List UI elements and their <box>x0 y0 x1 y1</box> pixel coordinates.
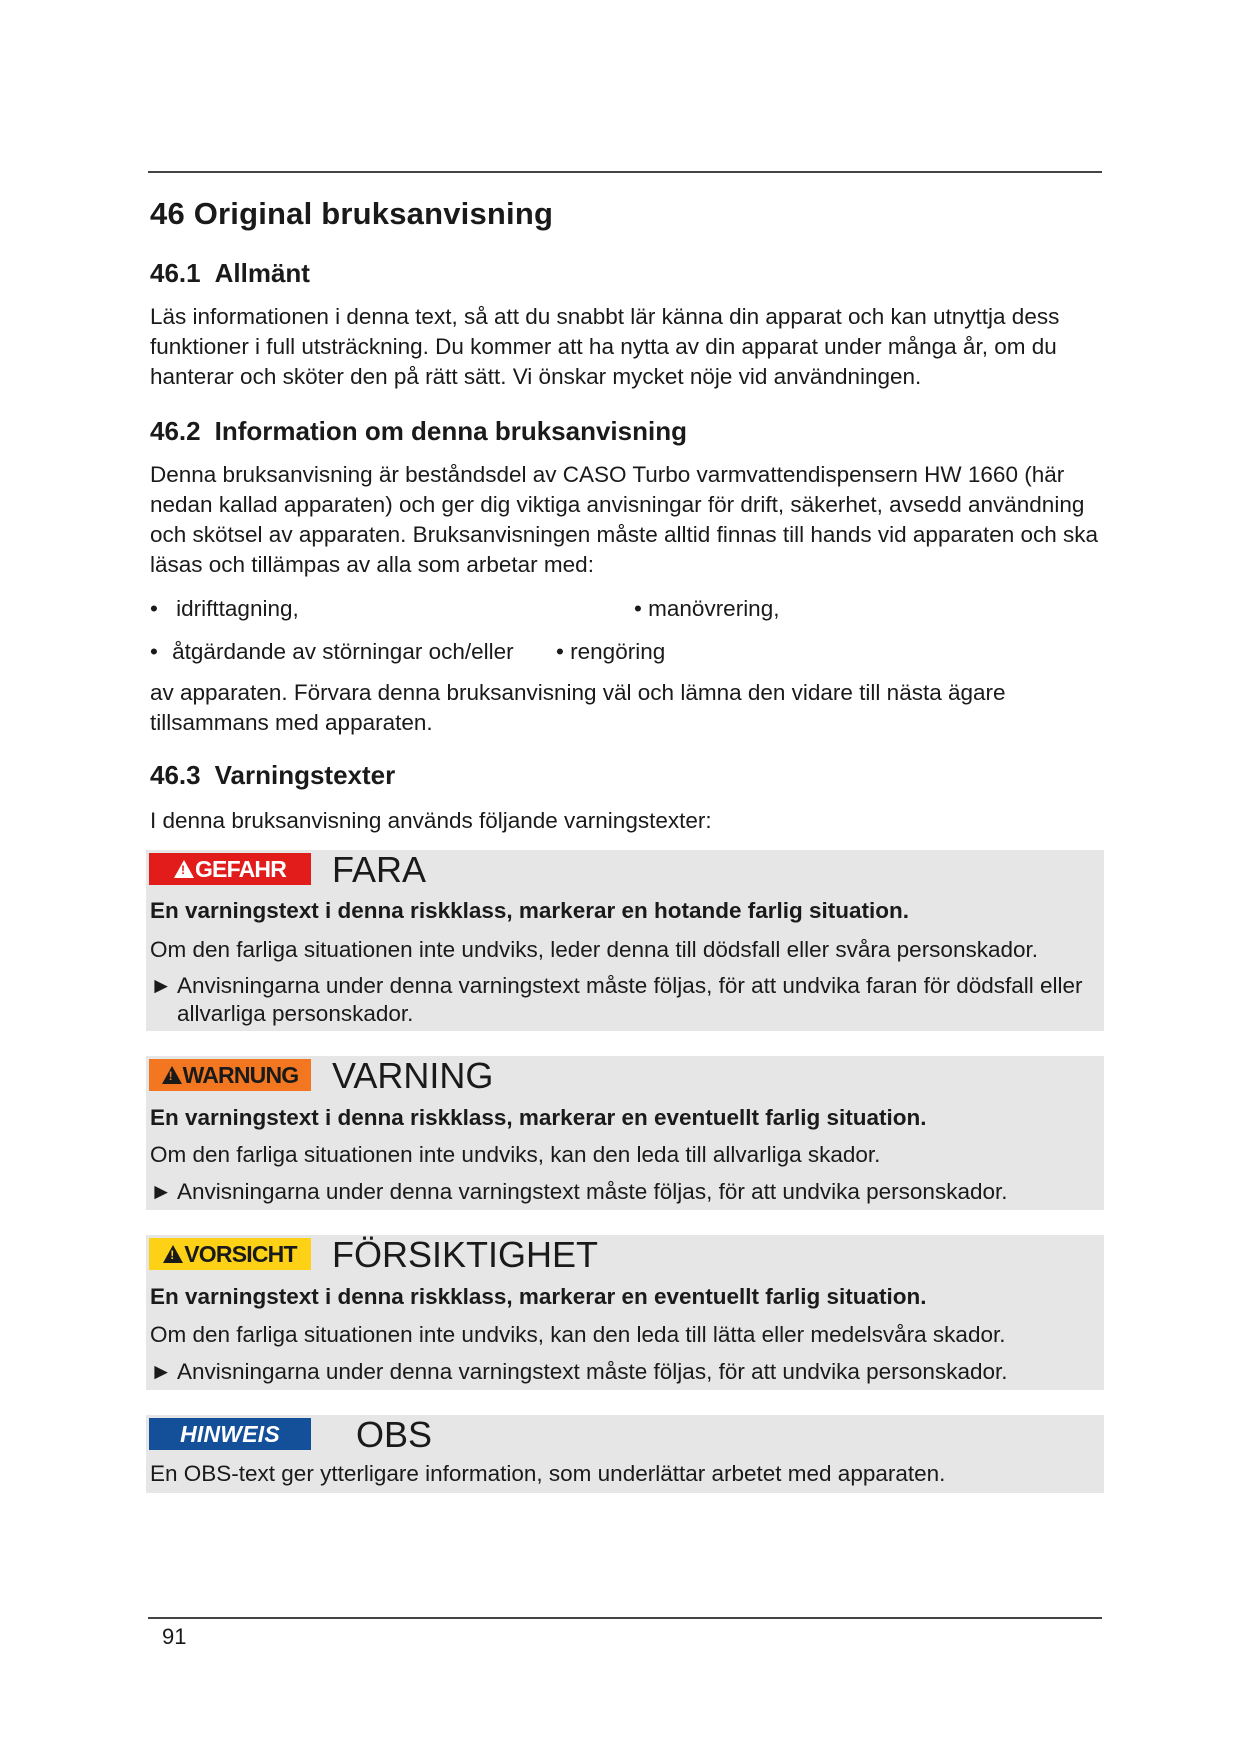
section-title: Varningstexter <box>214 760 396 790</box>
warning-instruction <box>150 972 1100 1028</box>
bullet-item <box>556 637 665 667</box>
notice-box <box>146 1415 1104 1493</box>
notice-badge <box>149 1418 311 1450</box>
section-title: Information om denna bruksanvisning <box>214 416 687 446</box>
warning-instruction <box>150 1178 1100 1206</box>
section-heading-warnings <box>150 760 395 791</box>
section-manual-info-after-text: av apparaten. Förvara denna bruksanvisning väl och lämna den vidare till nästa ägare tillsammans med apparaten. <box>150 680 1006 735</box>
warning-box-warning <box>146 1056 1104 1210</box>
chapter-title: 46 Original bruksanvisning <box>150 196 554 231</box>
instruction-text: Anvisningarna under denna varningstext måste följas, för att undvika personskador. <box>177 1359 1008 1384</box>
notice-text: En OBS-text ger ytterligare information, som underlättar arbetet med apparaten. <box>150 1461 946 1486</box>
warning-box-caution <box>146 1235 1104 1390</box>
section-warnings-text: I denna bruksanvisning används följande varningstexter: <box>150 808 712 833</box>
bullet-text: manövrering, <box>648 596 780 621</box>
section-title: Allmänt <box>214 258 310 288</box>
warning-badge <box>149 1059 311 1091</box>
instruction-arrow-icon: ► <box>150 1359 173 1384</box>
instruction-text: Anvisningarna under denna varningstext måste följas, för att undvika faran för dödsfall eller allvarliga personskador. <box>177 973 1083 1026</box>
bullet-item <box>150 637 514 667</box>
bullet-marker: • <box>556 639 564 664</box>
badge-label: VORSICHT <box>184 1241 297 1267</box>
warning-title: FÖRSIKTIGHET <box>332 1234 599 1275</box>
header-rule <box>148 171 1102 173</box>
section-general-text: Läs informationen i denna text, så att du snabbt lär känna din apparat och kan utnyttja dess funktioner i full utsträckning. Du kommer att ha nytta av din apparat under många år, om du hanterar och sköter den på rätt sätt. Vi önskar mycket nöje vid användningen. <box>150 304 1060 389</box>
warning-title: VARNING <box>332 1055 494 1096</box>
warning-lead: En varningstext i denna riskklass, markerar en eventuellt farlig situation. <box>150 1284 927 1309</box>
section-heading-general <box>150 258 310 289</box>
warning-text: Om den farliga situationen inte undviks, kan den leda till lätta eller medelsvåra skador. <box>150 1322 1006 1347</box>
badge-label: WARNUNG <box>182 1062 299 1088</box>
page-number: 91 <box>162 1624 187 1649</box>
warning-text: Om den farliga situationen inte undviks, leder denna till dödsfall eller svåra personskador. <box>150 937 1039 962</box>
badge-label: HINWEIS <box>180 1421 280 1447</box>
instruction-text: Anvisningarna under denna varningstext måste följas, för att undvika personskador. <box>177 1179 1008 1204</box>
notice-title: OBS <box>356 1414 433 1455</box>
instruction-arrow-icon: ► <box>150 973 173 998</box>
bullet-text: rengöring <box>570 639 666 664</box>
danger-badge <box>149 853 311 885</box>
warning-triangle-icon <box>163 1245 183 1263</box>
bullet-text: idrifttagning, <box>176 596 299 621</box>
bullet-text: åtgärdande av störningar och/eller <box>172 639 514 664</box>
bullet-marker: • <box>150 596 158 621</box>
warning-instruction <box>150 1358 1100 1386</box>
section-number: 46.3 <box>150 760 201 790</box>
warning-triangle-icon <box>174 860 194 878</box>
warning-triangle-icon <box>162 1066 182 1084</box>
section-manual-info-text: Denna bruksanvisning är beståndsdel av CASO Turbo varmvattendispensern HW 1660 (här nedan kallad apparaten) och ger dig viktiga anvisningar för drift, säkerhet, avsedd användning och skötsel av apparaten. Bruksanvisningen måste alltid finnas till hands vid apparaten och ska läsas och tillämpas av alla som arbetar med: <box>150 462 1099 577</box>
badge-label: GEFAHR <box>194 856 287 882</box>
section-number: 46.2 <box>150 416 201 446</box>
bullet-item <box>634 594 779 624</box>
warning-lead: En varningstext i denna riskklass, markerar en hotande farlig situation. <box>150 898 909 923</box>
section-number: 46.1 <box>150 258 201 288</box>
bullet-marker: • <box>634 596 642 621</box>
warning-text: Om den farliga situationen inte undviks, kan den leda till allvarliga skador. <box>150 1142 881 1167</box>
section-heading-manual-info <box>150 416 687 447</box>
instruction-arrow-icon: ► <box>150 1179 173 1204</box>
caution-badge <box>149 1238 311 1270</box>
warning-box-danger <box>146 850 1104 1031</box>
footer-rule <box>148 1617 1102 1619</box>
warning-title: FARA <box>332 849 427 890</box>
warning-lead: En varningstext i denna riskklass, markerar en eventuellt farlig situation. <box>150 1105 927 1130</box>
bullet-item <box>150 594 299 624</box>
bullet-marker: • <box>150 639 158 664</box>
